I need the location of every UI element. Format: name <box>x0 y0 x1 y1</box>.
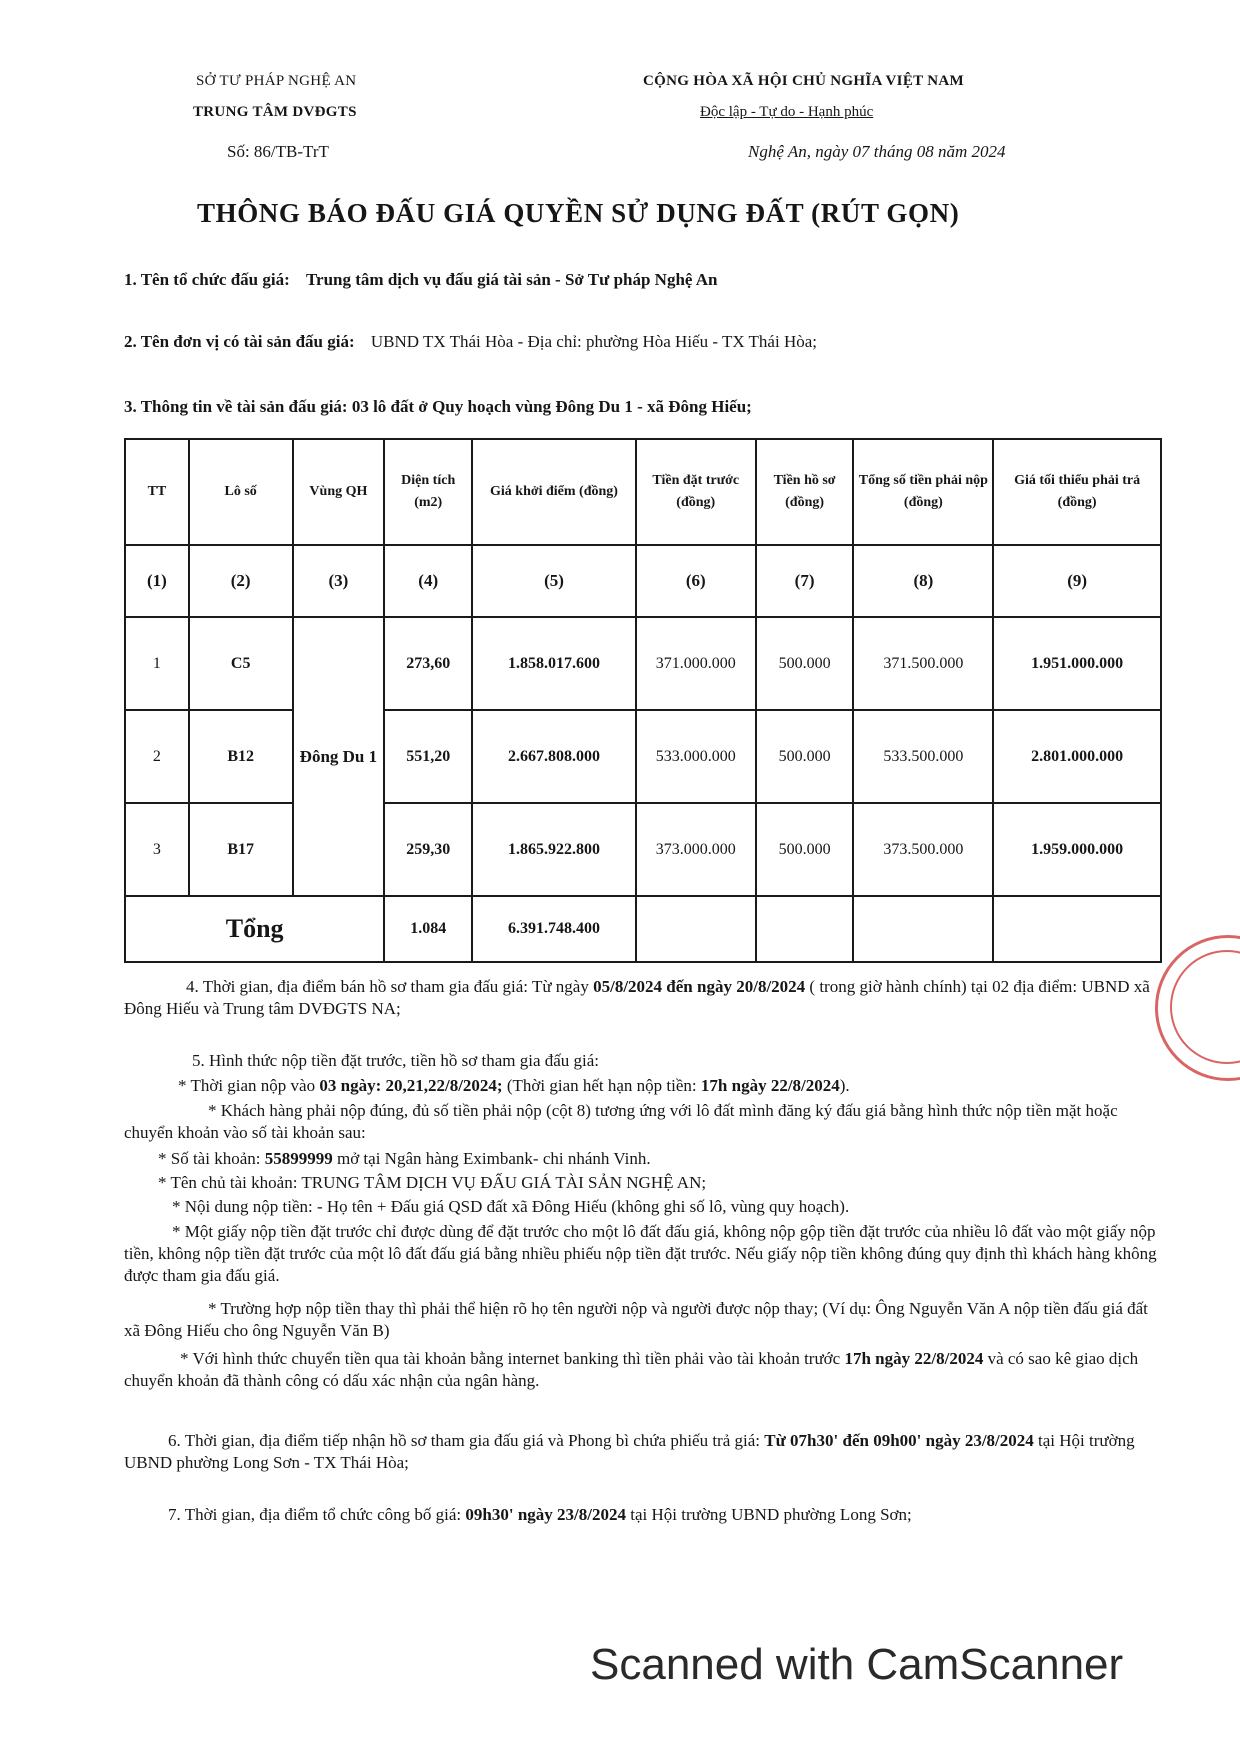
index-cell: (9) <box>993 545 1161 617</box>
total-label: Tổng <box>125 896 384 962</box>
section-4-dates: 05/8/2024 đến ngày 20/8/2024 <box>593 977 806 996</box>
header-total-pay: Tổng số tiền phải nộp (đồng) <box>853 439 993 545</box>
cell-total-pay: 373.500.000 <box>853 803 993 896</box>
cell-zone: Đông Du 1 <box>293 617 385 896</box>
index-cell: (4) <box>384 545 472 617</box>
section-5-line-1 <box>124 1075 1164 1097</box>
official-stamp <box>1155 935 1240 1081</box>
auction-assets-table <box>124 438 1162 963</box>
total-start-price: 6.391.748.400 <box>472 896 636 962</box>
section-7 <box>124 1504 1164 1526</box>
section-4 <box>124 976 1164 1020</box>
cell-tt: 1 <box>125 617 189 710</box>
nation-title: CỘNG HÒA XÃ HỘI CHỦ NGHĨA VIỆT NAM <box>643 73 964 89</box>
account-number: 55899999 <box>264 1149 333 1168</box>
section-5-heading: 5. Hình thức nộp tiền đặt trước, tiền hồ sơ tham gia đấu giá: <box>192 1051 600 1070</box>
text: mở tại Ngân hàng Eximbank- chi nhánh Vinh. <box>332 1149 651 1168</box>
empty-cell <box>756 896 854 962</box>
index-cell: (6) <box>636 545 756 617</box>
section-5-line-2: * Khách hàng phải nộp đúng, đủ số tiền phải nộp (cột 8) tương ứng với lô đất mình đăng ký đấu giá bằng hình thức nộp tiền mặt hoặc chuyển khoản vào số tài khoản sau: <box>124 1101 1118 1142</box>
document-title: THÔNG BÁO ĐẤU GIÁ QUYỀN SỬ DỤNG ĐẤT (RÚT GỌN) <box>197 198 960 228</box>
cell-start-price: 1.858.017.600 <box>472 617 636 710</box>
section-5-rule: * Một giấy nộp tiền đặt trước chỉ được dùng để đặt trước cho một lô đất đấu giá, không nộp gộp tiền đặt trước của nhiều lô đất vào một giấy nộp tiền, không nộp tiền đặt trước của một lô đất đấu giá bằng nhiều phiếu nộp tiền đặt trước. Nếu giấy nộp tiền không đúng quy định thì khách hàng không được tham gia đấu giá. <box>124 1222 1157 1285</box>
table-row <box>125 803 1161 896</box>
table-row <box>125 617 1161 710</box>
empty-cell <box>853 896 993 962</box>
banking-deadline: 17h ngày 22/8/2024 <box>844 1349 984 1368</box>
payment-dates: 03 ngày: 20,21,22/8/2024; <box>319 1076 503 1095</box>
cell-start-price: 2.667.808.000 <box>472 710 636 803</box>
agency-unit: TRUNG TÂM DVĐGTS <box>193 104 357 120</box>
section-5-payment-content: * Nội dung nộp tiền: - Họ tên + Đấu giá QSD đất xã Đông Hiếu (không ghi số lô, vùng quy hoạch). <box>172 1197 850 1216</box>
cell-area: 551,20 <box>384 710 472 803</box>
section-5-proxy-payment: * Trường hợp nộp tiền thay thì phải thể hiện rõ họ tên người nộp và người được nộp thay; (Ví dụ: Ông Nguyễn Văn A nộp tiền đấu giá đất xã Đông Hiếu cho ông Nguyễn Văn B) <box>124 1299 1148 1340</box>
cell-fee: 500.000 <box>756 710 854 803</box>
text: ). <box>839 1076 850 1095</box>
cell-lot: B12 <box>189 710 293 803</box>
cell-area: 273,60 <box>384 617 472 710</box>
scanner-watermark: Scanned with CamScanner <box>590 1640 1124 1689</box>
section-2-label: 2. Tên đơn vị có tài sản đấu giá: <box>124 332 355 351</box>
section-5-account <box>124 1148 1164 1170</box>
section-6 <box>124 1430 1164 1474</box>
cell-tt: 3 <box>125 803 189 896</box>
section-1-value: Trung tâm dịch vụ đấu giá tài sản - Sở Tư pháp Nghệ An <box>305 270 718 289</box>
section-4-places: ( trong giờ hành chính) tại 02 địa điểm: UBND xã Đông Hiếu và Trung tâm DVĐGTS NA; <box>124 977 1150 1018</box>
section-2 <box>124 332 817 352</box>
header-deposit: Tiền đặt trước (đồng) <box>636 439 756 545</box>
header-fee: Tiền hồ sơ (đồng) <box>756 439 854 545</box>
cell-total-pay: 533.500.000 <box>853 710 993 803</box>
stamp-inner-ring <box>1170 950 1240 1064</box>
text: * Thời gian nộp vào <box>178 1076 320 1095</box>
text: * Số tài khoản: <box>158 1149 265 1168</box>
section-2-value: UBND TX Thái Hòa - Địa chỉ: phường Hòa Hiếu - TX Thái Hòa; <box>370 332 817 351</box>
text: (Thời gian hết hạn nộp tiền: <box>502 1076 701 1095</box>
cell-min-price: 1.959.000.000 <box>993 803 1161 896</box>
cell-lot: B17 <box>189 803 293 896</box>
announce-time: 09h30' ngày 23/8/2024 <box>465 1505 626 1524</box>
cell-total-pay: 371.500.000 <box>853 617 993 710</box>
header-lot: Lô số <box>189 439 293 545</box>
index-cell: (3) <box>293 545 385 617</box>
cell-deposit: 371.000.000 <box>636 617 756 710</box>
text: tại Hội trường UBND phường Long Sơn - TX Thái Hòa; <box>124 1431 1135 1472</box>
text: 7. Thời gian, địa điểm tổ chức công bố giá: <box>168 1505 466 1524</box>
header-min-price: Giá tối thiểu phải trả (đồng) <box>993 439 1161 545</box>
text: 6. Thời gian, địa điểm tiếp nhận hồ sơ tham gia đấu giá và Phong bì chứa phiếu trả giá: <box>168 1431 765 1450</box>
empty-cell <box>636 896 756 962</box>
index-cell: (1) <box>125 545 189 617</box>
index-cell: (8) <box>853 545 993 617</box>
empty-cell <box>993 896 1161 962</box>
table-total-row <box>125 896 1161 962</box>
cell-deposit: 533.000.000 <box>636 710 756 803</box>
cell-fee: 500.000 <box>756 617 854 710</box>
cell-lot: C5 <box>189 617 293 710</box>
table-index-row <box>125 545 1161 617</box>
header-tt: TT <box>125 439 189 545</box>
place-date: Nghệ An, ngày 07 tháng 08 năm 2024 <box>748 142 1006 161</box>
index-cell: (5) <box>472 545 636 617</box>
cell-fee: 500.000 <box>756 803 854 896</box>
total-area: 1.084 <box>384 896 472 962</box>
text: và có sao kê giao dịch chuyển khoản đã thành công có dấu xác nhận của ngân hàng. <box>124 1349 1139 1390</box>
header-zone: Vùng QH <box>293 439 385 545</box>
section-5-account-owner: * Tên chủ tài khoản: TRUNG TÂM DỊCH VỤ ĐẤU GIÁ TÀI SẢN NGHỆ AN; <box>158 1173 707 1192</box>
table-row <box>125 710 1161 803</box>
cell-min-price: 2.801.000.000 <box>993 710 1161 803</box>
section-1 <box>124 270 718 290</box>
section-1-label: 1. Tên tổ chức đấu giá: <box>124 270 290 289</box>
submission-time: Từ 07h30' đến 09h00' ngày 23/8/2024 <box>764 1431 1034 1450</box>
table-header-row <box>125 439 1161 545</box>
payment-deadline: 17h ngày 22/8/2024 <box>700 1076 840 1095</box>
header-start-price: Giá khởi điểm (đồng) <box>472 439 636 545</box>
nation-motto: Độc lập - Tự do - Hạnh phúc <box>700 104 874 120</box>
cell-tt: 2 <box>125 710 189 803</box>
text: * Với hình thức chuyển tiền qua tài khoản bằng internet banking thì tiền phải vào tài khoản trước <box>180 1349 845 1368</box>
index-cell: (7) <box>756 545 854 617</box>
text: tại Hội trường UBND phường Long Sơn; <box>625 1505 912 1524</box>
section-3: 3. Thông tin về tài sản đấu giá: 03 lô đất ở Quy hoạch vùng Đông Du 1 - xã Đông Hiếu; <box>124 397 752 416</box>
header-area: Diện tích (m2) <box>384 439 472 545</box>
cell-start-price: 1.865.922.800 <box>472 803 636 896</box>
section-5-internet-banking <box>124 1348 1164 1392</box>
cell-deposit: 373.000.000 <box>636 803 756 896</box>
index-cell: (2) <box>189 545 293 617</box>
section-4-text: 4. Thời gian, địa điểm bán hồ sơ tham gia đấu giá: Từ ngày <box>186 977 594 996</box>
agency-name: SỞ TƯ PHÁP NGHỆ AN <box>196 73 357 89</box>
cell-min-price: 1.951.000.000 <box>993 617 1161 710</box>
document-number: Số: 86/TB-TrT <box>227 142 329 161</box>
cell-area: 259,30 <box>384 803 472 896</box>
